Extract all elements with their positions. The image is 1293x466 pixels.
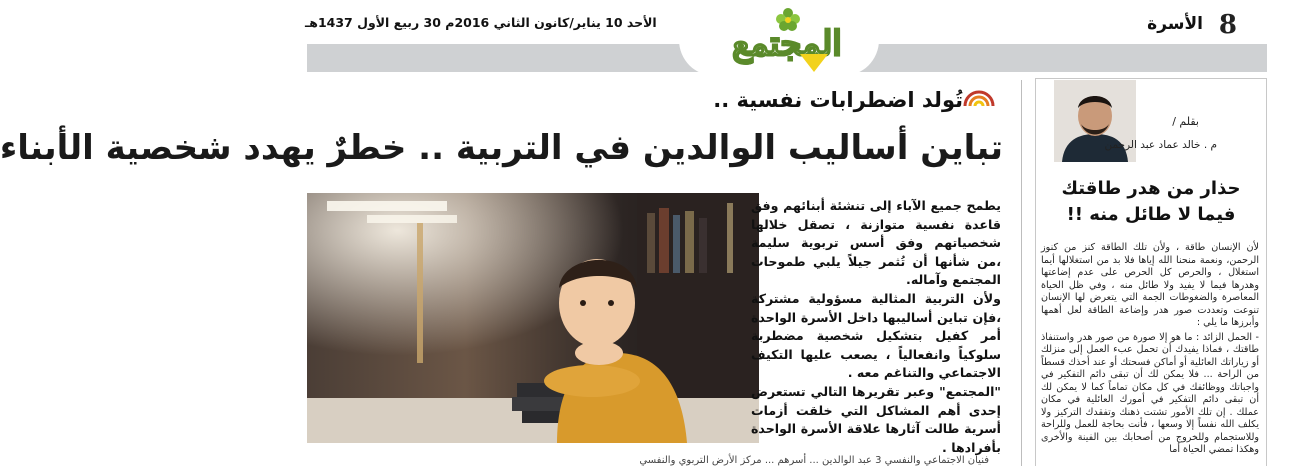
article-kicker: تُولد اضطرابات نفسية .. xyxy=(713,88,963,112)
logo-triangle xyxy=(800,54,828,72)
article-paragraph: ولأن التربية المثالية مسؤولية مشتركة ،فإن تباين أساليبها داخل الأسرة الواحدة أمر كفيل بتشكيل شخصية مضطربة سلوكياً وانفعالياً ، يصعب عليها التكيف الاجتماعي والتناغم معه . xyxy=(751,290,1001,381)
article-photo-boy-with-books xyxy=(307,193,759,443)
author-name: م . خالد عماد عبد الرحمن xyxy=(1104,139,1217,151)
opinion-title-line: حذار من هدر طاقتك xyxy=(1061,178,1241,199)
issue-date: الأحد 10 يناير/كانون الثاني 2016م 30 ربيع الأول 1437هـ xyxy=(305,15,657,30)
opinion-title-line: فيما لا طائل منه !! xyxy=(1066,204,1236,225)
column-divider xyxy=(1021,80,1022,466)
opinion-paragraph: - الحمل الزائد : ما هو إلا صورة من صور هدر واستنفاذ طاقتك ، فماذا يفيدك أن تحمل عبء العمل إلى منزلك أو زياراتك العائلية أو أماكن فسحتك أو عند أخذك قسطاً من الراحة ... فلا يمكن لك أن تبقى دائم التفكير في واجباتك ووظائفك في كل مكان تماماً كما لا يمكن لك أن تبقى دائم التفكير في أمورك العائلية في مكان عملك . إن تلك الأمور تشتت ذهنك وتفقدك التركيز ولا يكلف الله نفساً إلا وسعها ، فأنت بحاجة للعمل وللراحة وللاستجمام وللخروج من أصحابك بين الفينة والأخرى وهكذا تمضي الحياة أما xyxy=(1041,331,1259,455)
section-name: الأسرة xyxy=(1147,14,1203,34)
article-bottom-fragment: فنيان الاجتماعي والنفسي 3 عبد الوالدين ... أسرهم ... مركز الأرض التربوي والنفسي xyxy=(639,455,989,466)
opinion-paragraph: لأن الإنسان طاقة ، ولأن تلك الطاقة كنز من كنوز الرحمن، ونعمة منحنا الله إياها فلا بد من استغلالها أيما استغلال ، والحرص كل الحرص على عدم إضاعتها وهدرها فيما لا يفيد ولا طائل منه ، وفي ظل الحياة المعاصرة والضغوطات الجمة التي يتعرض لها الإنسان تنوعت وتعددت صور هدر وإضاعة الطاقة لعل أهمها وأبرزها ما يلي : xyxy=(1041,242,1259,328)
article-headline: تباين أساليب الوالدين في التربية .. خطرٌ يهدد شخصية الأبناء xyxy=(0,128,1003,168)
article-paragraph: يطمح جميع الآباء إلى تنشئة أبنائهم وفق قاعدة نفسية متوازنة ، تصقل خلالها شخصياتهم وفق أسس تربوية سليمة ،من شأنها أن تُثمر جيلاً يلبي طموحات المجتمع وآماله. xyxy=(751,198,1001,288)
opinion-body xyxy=(1041,242,1259,466)
logo-wordmark: المجتمع xyxy=(732,24,842,64)
rainbow-arc-icon xyxy=(961,82,997,110)
page-number: 8 xyxy=(1218,10,1237,40)
article-body xyxy=(751,197,1001,455)
article-paragraph: "المجتمع" وعبر تقريرها التالي تستعرض إحدى أهم المشاكل التي خلقت أزمات أسرية طالت آثارها علاقة الأسرة الواحدة بأفرادها . xyxy=(751,383,1001,455)
byline-label: بقلم / xyxy=(1172,115,1199,128)
opinion-title xyxy=(1039,176,1263,228)
newspaper-logo[interactable] xyxy=(702,6,872,72)
